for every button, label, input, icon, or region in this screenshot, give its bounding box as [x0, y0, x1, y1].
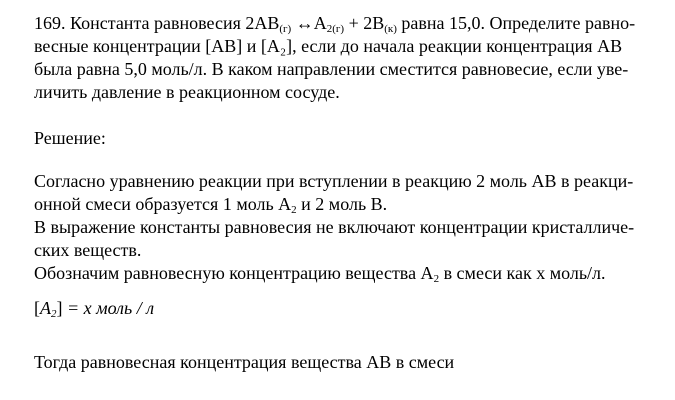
subscript: 2(г): [326, 23, 345, 35]
problem-text: + 2B: [344, 13, 385, 33]
solution-line-2: [34, 193, 664, 216]
problem-line-4: личить давление в реакционном сосуде.: [34, 82, 340, 102]
formula-bracket: [: [34, 298, 40, 318]
solution-text: онной смеси образуется 1 моль A: [34, 194, 292, 214]
subscript: (г): [279, 23, 292, 35]
solution-heading: Решение:: [34, 128, 106, 148]
problem-line-2: весные концентрации [AB] и [A₂], если до начала реакции концентрация AB: [34, 36, 623, 56]
formula-bracket: ]: [56, 298, 63, 318]
subscript: (к): [384, 23, 397, 35]
solution-last-line: Тогда равновесная концентрация вещества AB в смеси: [34, 352, 455, 372]
subscript: 2: [291, 204, 297, 216]
solution-text: в смеси как x моль/л.: [439, 263, 606, 283]
solution-line-1: Согласно уравнению реакции при вступлении в реакцию 2 моль AB в реакци-: [34, 171, 634, 191]
formula: [34, 295, 664, 321]
solution-text: и 2 моль B.: [296, 194, 388, 214]
document-page: [34, 12, 664, 374]
solution-text: Обозначим равновесную концентрацию вещества A: [34, 263, 434, 283]
problem-text: ↔A: [291, 13, 327, 33]
problem-text: равна 15,0. Определите равно-: [396, 13, 636, 33]
problem-line-1: [34, 12, 664, 35]
solution-line-5: [34, 262, 664, 285]
subscript: 2: [51, 308, 57, 320]
problem-line-3: была равна 5,0 моль/л. В каком направлении сместится равновесие, если уве-: [34, 59, 629, 79]
solution-line-4: ских веществ.: [34, 240, 142, 260]
solution-line-3: В выражение константы равновесия не включают концентрации кристалличе-: [34, 217, 635, 237]
problem-text: 169. Константа равновесия 2AB: [34, 13, 280, 33]
formula-symbol: A: [40, 298, 51, 318]
formula-text: = x моль / л: [62, 298, 155, 318]
subscript: 2: [433, 273, 440, 285]
